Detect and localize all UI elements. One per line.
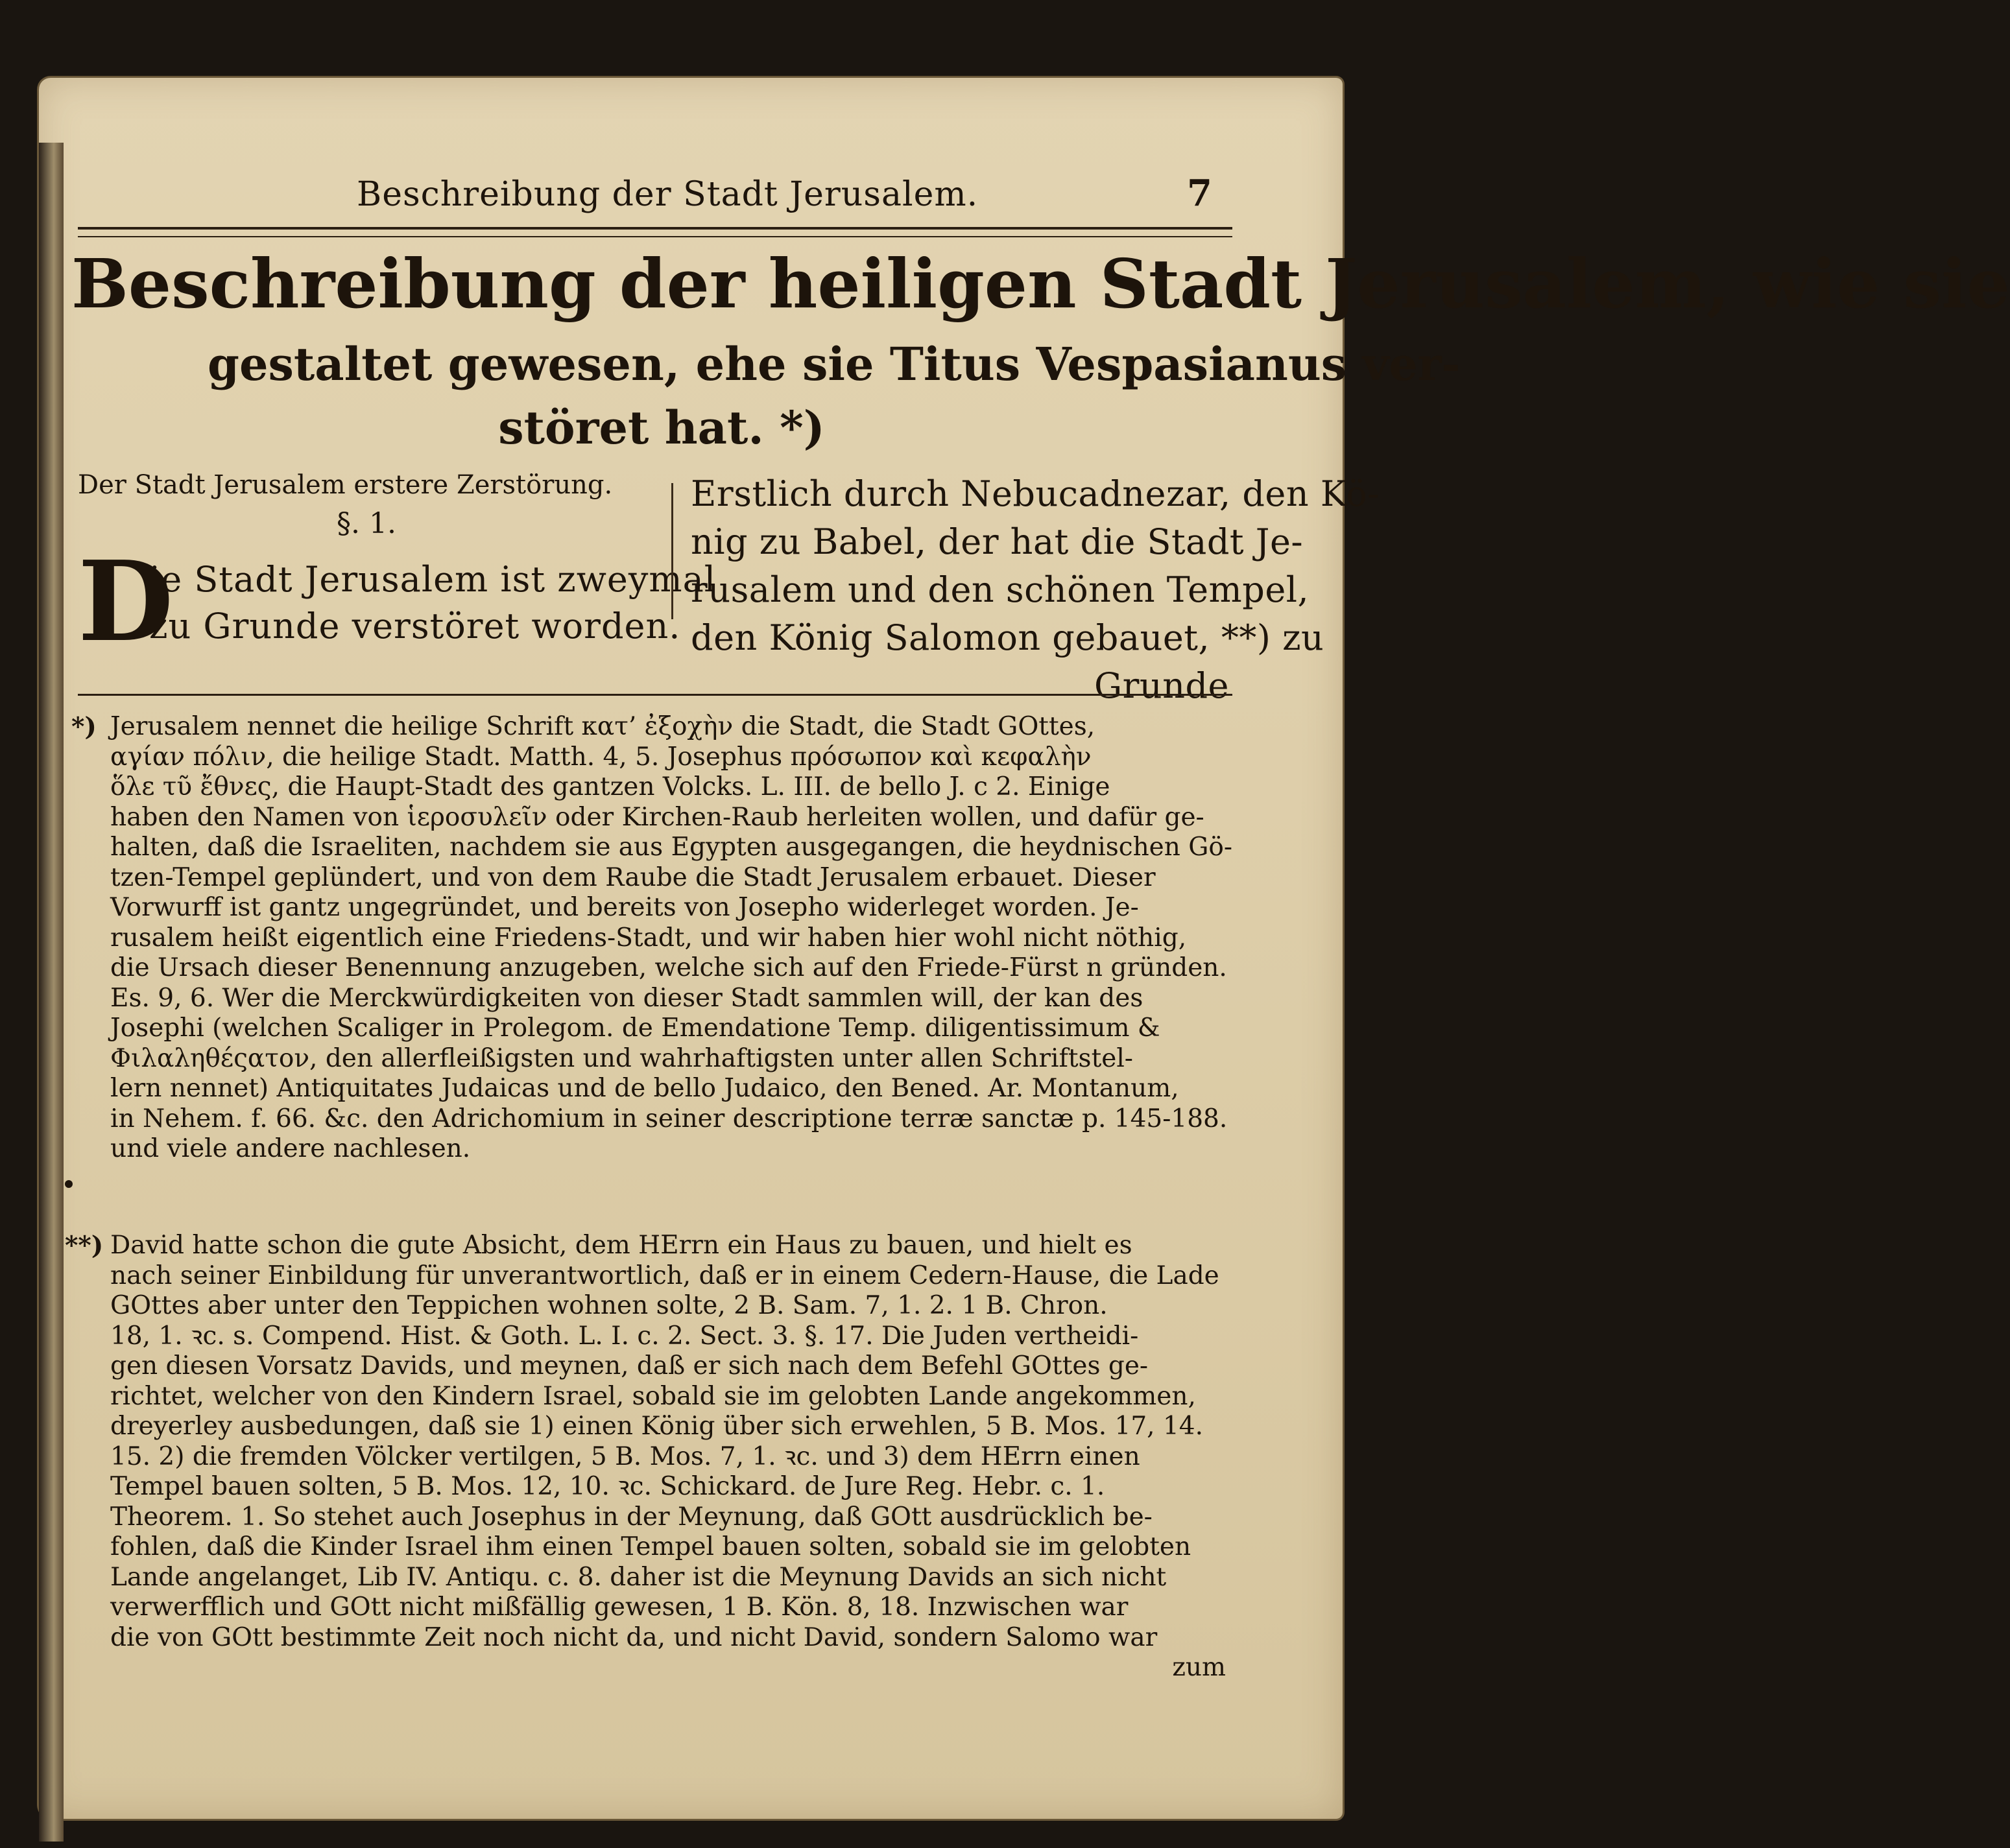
footnote-line: tzen-Tempel geplündert, und von dem Raube die Stadt Jerusalem erbauet. Dieser xyxy=(110,862,1156,892)
footnote-line: haben den Namen von ἱεροσυλεῖν oder Kirchen-Raub herleiten wollen, und dafür ge- xyxy=(110,802,1204,832)
footnote-line: Jerusalem nennet die heilige Schrift κατ’ ἐξοχὴν die Stadt, die Stadt GOttes, xyxy=(110,712,1095,741)
footnote-rule xyxy=(78,694,1232,696)
right-column xyxy=(691,470,1380,710)
footnote-line: 15. 2) die fremden Völcker vertilgen, 5 B. Mos. 7, 1. ꝛc. und 3) dem HErrn einen xyxy=(110,1441,1140,1471)
right-column-line: nig zu Babel, der hat die Stadt Je- xyxy=(691,521,1304,562)
left-column-line: zu Grunde verstöret worden. xyxy=(149,606,681,646)
chapter-title-line-3: störet hat. *) xyxy=(498,401,825,455)
footnote-line: αγίαν πόλιν, die heilige Stadt. Matth. 4, 5. Josephus πρόσωπον καὶ κεφαλὴν xyxy=(110,742,1092,772)
header-rule xyxy=(78,227,1232,237)
left-column-line: ie Stadt Jerusalem ist zweymal xyxy=(149,559,717,600)
footnote-line: richtet, welcher von den Kindern Israel, sobald sie im gelobten Lande angekommen, xyxy=(110,1381,1196,1411)
paragraph-number: §. 1. xyxy=(337,507,396,540)
footnote-2 xyxy=(65,1231,1232,1683)
right-column-line: Grunde xyxy=(1094,665,1229,706)
footnote-line: 18, 1. ꝛc. s. Compend. Hist. & Goth. L. I. c. 2. Sect. 3. §. 17. Die Juden vertheidi- xyxy=(110,1321,1139,1351)
right-column-line: den König Salomon gebauet, **) zu xyxy=(691,617,1324,658)
chapter-title-line-1: Beschreibung der heiligen Stadt Jerusalem, wie sie xyxy=(71,244,2010,324)
book-page xyxy=(39,78,2010,1819)
footnote-line: nach seiner Einbildung für unverantwortlich, daß er in einem Cedern-Hause, die Lade xyxy=(110,1261,1219,1290)
footnote-line: die Ursach dieser Benennung anzugeben, welche sich auf den Friede-Fürst n gründen. xyxy=(110,953,1227,982)
left-column-text xyxy=(78,537,717,667)
footnote-marker: *) xyxy=(71,712,97,742)
footnote-line: Es. 9, 6. Wer die Merckwürdigkeiten von dieser Stadt sammlen will, der kan des xyxy=(110,983,1143,1013)
left-column xyxy=(78,466,717,680)
footnote-line: David hatte schon die gute Absicht, dem HErrn ein Haus zu bauen, und hielt es xyxy=(110,1231,1132,1260)
right-column-line: Erstlich durch Nebucadnezar, den Kö- xyxy=(691,473,1380,514)
chapter-title-line-2: gestaltet gewesen, ehe sie Titus Vespasianus ver- xyxy=(208,337,1461,391)
footnote-line: Theorem. 1. So stehet auch Josephus in der Meynung, daß GOtt ausdrücklich be- xyxy=(110,1502,1153,1532)
footnote-line: in Nehem. f. 66. &c. den Adrichomium in seiner descriptione terræ sanctæ p. 145-188. xyxy=(110,1104,1228,1133)
footnote-line: fohlen, daß die Kinder Israel ihm einen Tempel bauen solten, sobald sie im gelobten xyxy=(110,1532,1191,1561)
footnote-line: lern nennet) Antiquitates Judaicas und de bello Judaico, den Bened. Ar. Montanum, xyxy=(110,1074,1179,1103)
footnote-line: Lande angelanget, Lib IV. Antiqu. c. 8. daher ist die Meynung Davids an sich nicht xyxy=(110,1562,1167,1592)
page-number: 7 xyxy=(1187,172,1212,215)
footnote-line: GOttes aber unter den Teppichen wohnen solte, 2 B. Sam. 7, 1. 2. 1 B. Chron. xyxy=(110,1291,1108,1320)
ink-mark xyxy=(65,1180,73,1188)
footnote-line: halten, daß die Israeliten, nachdem sie aus Egypten ausgegangen, die heydnischen Gö- xyxy=(110,833,1233,862)
footnote-line: Φιλαληθέςατον, den allerfleißigsten und wahrhaftigsten unter allen Schriftstel- xyxy=(110,1043,1133,1073)
adjacent-page-edge xyxy=(39,143,64,1842)
footnote-1 xyxy=(71,712,1233,1165)
footnote-marker: **) xyxy=(65,1231,104,1261)
footnote-line: Josephi (welchen Scaliger in Prolegom. de Emendatione Temp. diligentissimum & xyxy=(110,1013,1160,1043)
running-head: Beschreibung der Stadt Jerusalem. xyxy=(357,175,979,214)
right-column-line: rusalem und den schönen Tempel, xyxy=(691,569,1310,610)
footnote-line: rusalem heißt eigentlich eine Friedens-Stadt, und wir haben hier wohl nicht nöthig, xyxy=(110,923,1187,953)
footnote-line: Vorwurff ist gantz ungegründet, und bereits von Josepho widerleget worden. Je- xyxy=(110,893,1139,922)
footnote-line: und viele andere nachlesen. xyxy=(110,1134,471,1163)
section-subtitle: Der Stadt Jerusalem erstere Zerstörung. xyxy=(78,470,613,500)
footnote-line: die von GOtt bestimmte Zeit noch nicht da, und nicht David, sondern Salomo war xyxy=(110,1622,1158,1652)
column-divider xyxy=(671,483,673,619)
drop-cap-initial: D xyxy=(78,537,174,667)
footnote-line: gen diesen Vorsatz Davids, und meynen, daß er sich nach dem Befehl GOttes ge- xyxy=(110,1351,1149,1380)
footnote-line: dreyerley ausbedungen, daß sie 1) einen König über sich erwehlen, 5 B. Mos. 17, 14. xyxy=(110,1412,1203,1441)
catchword: zum xyxy=(1172,1653,1226,1682)
footnote-line: verwerfflich und GOtt nicht mißfällig gewesen, 1 B. Kön. 8, 18. Inzwischen war xyxy=(110,1593,1129,1622)
footnote-line: ὅλε τῦ ἔθνες, die Haupt-Stadt des gantzen Volcks. L. III. de bello J. c 2. Einige xyxy=(110,772,1110,801)
footnote-line: Tempel bauen solten, 5 B. Mos. 12, 10. ꝛc. Schickard. de Jure Reg. Hebr. c. 1. xyxy=(110,1472,1105,1501)
